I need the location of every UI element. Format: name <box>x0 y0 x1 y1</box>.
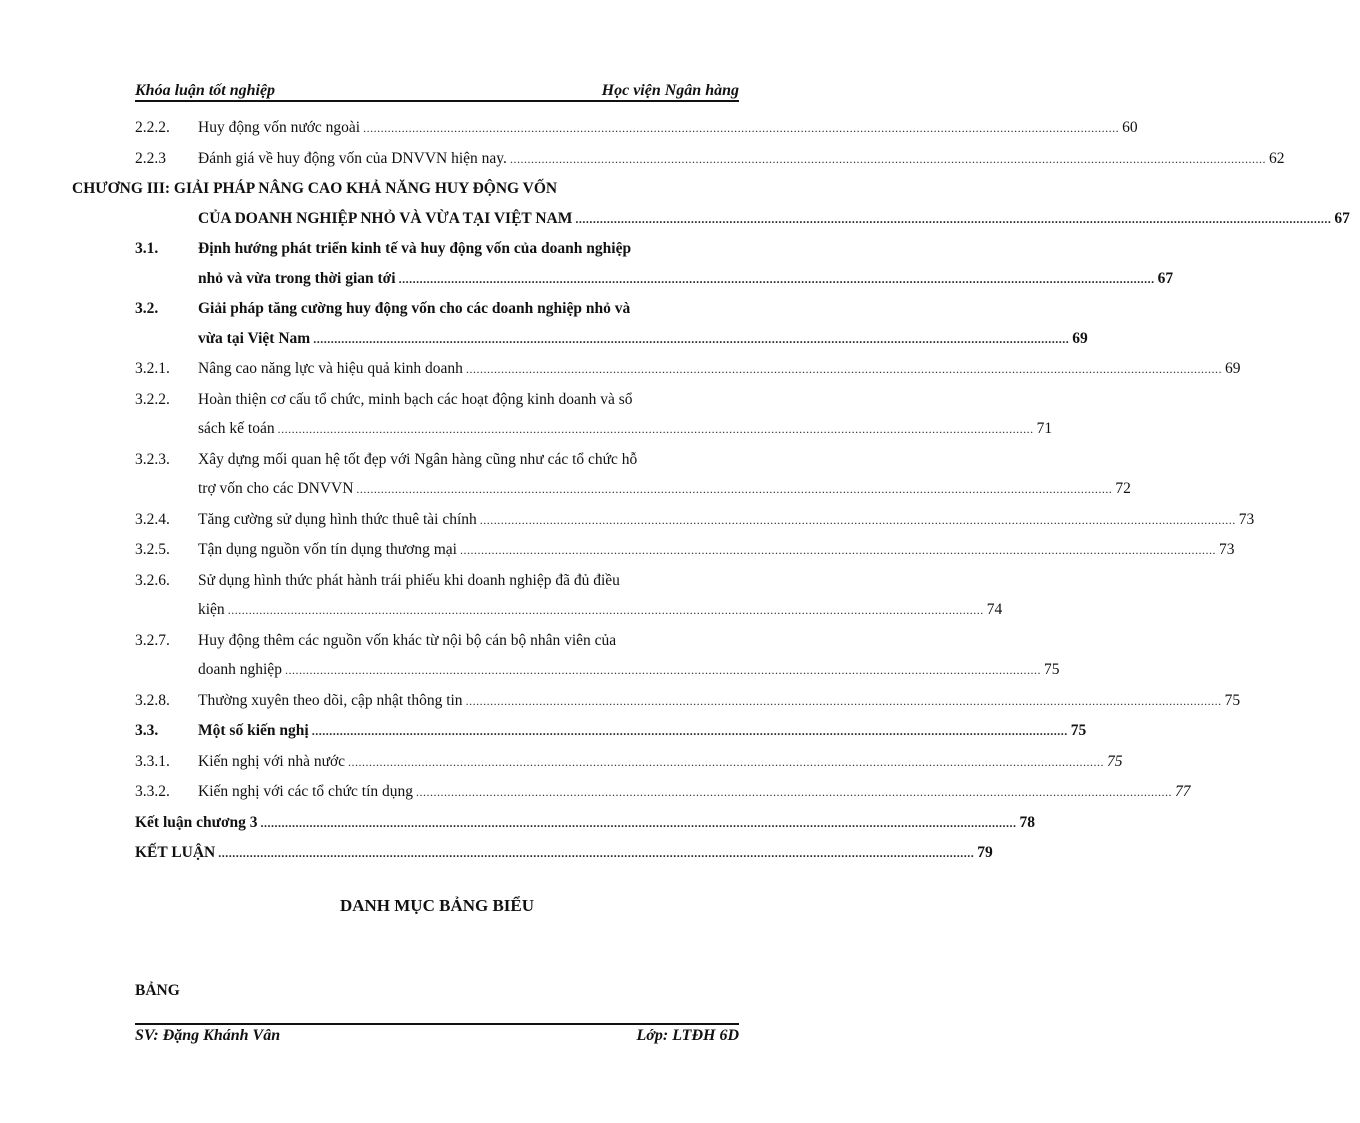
toc-title: Một số kiến nghị <box>198 722 309 739</box>
dot-leader <box>312 717 1068 747</box>
toc-title-last-line <box>198 686 1251 717</box>
footer-right: Lớp: LTĐH 6D <box>636 1027 739 1044</box>
toc-number: 2.2.2. <box>135 119 170 136</box>
toc-title-line: Hoàn thiện cơ cấu tổ chức, minh bạch các hoạt động kinh doanh và sổ <box>198 390 633 408</box>
dot-leader <box>348 748 1104 778</box>
toc-page-number: 79 <box>977 844 993 861</box>
toc-text <box>198 113 1148 144</box>
toc-entry <box>135 144 1285 175</box>
toc-title-last-line <box>198 113 1148 144</box>
toc-page-number: 75 <box>1043 661 1060 678</box>
toc-text <box>198 535 1245 566</box>
toc-text <box>198 505 1265 536</box>
toc-page-number: 67 <box>1334 209 1350 227</box>
toc-title-line: Huy động thêm các nguồn vốn khác từ nội bộ cán bộ nhân viên của <box>198 631 617 649</box>
toc-number: 3.3. <box>135 722 159 739</box>
toc-title: Tận dụng nguồn vốn tín dụng thương mại <box>198 541 457 558</box>
toc-text <box>198 716 1097 747</box>
toc-title-line: Định hướng phát triển kinh tế và huy động vốn của doanh nghiệp <box>198 240 632 257</box>
toc-title-last-line <box>198 777 1201 808</box>
toc-title-last-line <box>198 324 1098 355</box>
toc-title-line: Xây dựng mối quan hệ tốt đẹp với Ngân hàng cũng như các tổ chức hỗ <box>198 450 638 468</box>
toc-entry <box>135 113 1138 144</box>
toc-title: Đánh giá về huy động vốn của DNVVN hiện nay. <box>198 149 507 167</box>
toc-text <box>198 354 1251 385</box>
toc-text <box>72 174 1360 234</box>
footer-rule <box>135 1023 739 1025</box>
toc-title: Nâng cao năng lực và hiệu quả kinh doanh <box>198 360 463 377</box>
toc-title: CỦA DOANH NGHIỆP NHỎ VÀ VỪA TẠI VIỆT NAM <box>198 209 573 227</box>
dot-leader <box>460 536 1216 566</box>
page-header <box>135 74 739 100</box>
dot-leader <box>218 839 974 869</box>
toc-title-last-line <box>198 505 1265 536</box>
toc-page-number: 78 <box>1019 813 1036 831</box>
table-of-contents <box>72 113 1350 869</box>
toc-text <box>135 808 1046 839</box>
toc-title-last-line <box>198 144 1295 175</box>
toc-text <box>198 385 1063 445</box>
toc-entry <box>135 808 1036 839</box>
toc-title: vừa tại Việt Nam <box>198 329 311 347</box>
toc-text <box>198 566 1013 626</box>
dot-leader <box>416 778 1172 808</box>
footer-left: SV: Đặng Khánh Vân <box>135 1027 281 1044</box>
toc-title-line: Sử dụng hình thức phát hành trái phiếu khi doanh nghiệp đã đủ điều <box>198 571 620 589</box>
toc-number: 3.2.4. <box>135 510 170 528</box>
toc-title-last-line <box>198 354 1251 385</box>
toc-page-number: 75 <box>1070 722 1087 739</box>
toc-text <box>198 294 1098 354</box>
toc-page-number: 67 <box>1157 269 1174 287</box>
toc-entry <box>135 234 1174 294</box>
toc-page-number: 72 <box>1115 480 1131 497</box>
toc-entry <box>135 686 1241 717</box>
toc-page-number: 60 <box>1122 119 1138 136</box>
dot-leader <box>466 355 1222 385</box>
dot-leader <box>228 596 984 626</box>
toc-entry <box>135 566 1003 626</box>
toc-page-number: 69 <box>1072 329 1088 347</box>
toc-number: 3.2.2. <box>135 390 170 408</box>
toc-number: 3.2.7. <box>135 631 170 649</box>
toc-title-last-line <box>198 655 1070 686</box>
toc-title-last-line <box>198 535 1245 566</box>
dot-leader <box>480 506 1236 536</box>
toc-entry <box>135 445 1131 505</box>
toc-title: kiện <box>198 601 225 618</box>
toc-text <box>198 626 1070 686</box>
dot-leader <box>278 415 1034 445</box>
toc-title: KẾT LUẬN <box>135 844 216 861</box>
toc-page-number: 73 <box>1238 510 1255 528</box>
dot-leader <box>285 656 1041 686</box>
toc-title: Huy động vốn nước ngoài <box>198 119 361 136</box>
toc-number: 3.2.8. <box>135 691 170 709</box>
toc-title-last-line <box>198 414 1063 445</box>
toc-title: Kiến nghị với nhà nước <box>198 752 346 770</box>
toc-title: Thường xuyên theo dõi, cập nhật thông tin <box>198 691 463 709</box>
toc-text <box>198 144 1295 175</box>
toc-number: 3.2.1. <box>135 360 170 377</box>
toc-page-number: 62 <box>1268 149 1285 167</box>
section-title: DANH MỤC BẢNG BIỂU <box>339 896 535 915</box>
toc-title-line: CHƯƠNG III: GIẢI PHÁP NÂNG CAO KHẢ NĂNG HUY ĐỘNG VỐN <box>72 180 558 197</box>
toc-number: 3.2. <box>135 300 159 317</box>
toc-title-last-line <box>198 474 1141 505</box>
toc-title: Tăng cường sử dụng hình thức thuê tài chính <box>198 510 477 528</box>
toc-text <box>198 445 1141 505</box>
dot-leader <box>575 205 1331 235</box>
toc-title: Kết luận chương 3 <box>135 813 258 831</box>
toc-page-number: 73 <box>1218 541 1235 558</box>
header-left: Khóa luận tốt nghiệp <box>135 82 276 99</box>
toc-entry <box>135 747 1123 778</box>
toc-entry <box>135 626 1060 686</box>
toc-title-last-line <box>135 838 1003 869</box>
toc-entry <box>135 505 1255 536</box>
toc-title-last-line <box>198 204 1360 235</box>
toc-text <box>198 777 1201 808</box>
toc-page-number: 74 <box>986 601 1003 618</box>
toc-number: 2.2.3 <box>135 149 166 167</box>
toc-entry <box>135 716 1087 747</box>
toc-title: doanh nghiệp <box>198 661 282 678</box>
toc-text <box>198 234 1184 294</box>
toc-title: trợ vốn cho các DNVVN <box>198 480 354 497</box>
toc-title-last-line <box>135 808 1046 839</box>
header-right: Học viện Ngân hàng <box>601 82 739 99</box>
toc-page-number: 75 <box>1107 752 1123 770</box>
toc-entry <box>72 174 1350 234</box>
toc-number: 3.3.1. <box>135 752 170 770</box>
dot-leader <box>261 809 1017 839</box>
toc-entry <box>135 385 1053 445</box>
toc-title: nhỏ và vừa trong thời gian tới <box>198 269 396 287</box>
dot-leader <box>313 325 1069 355</box>
toc-page-number: 77 <box>1175 783 1191 800</box>
toc-page-number: 71 <box>1036 420 1053 437</box>
toc-page-number: 69 <box>1224 360 1241 377</box>
toc-text <box>135 838 1003 869</box>
toc-title: sách kế toán <box>198 420 275 437</box>
toc-title-last-line <box>198 595 1013 626</box>
toc-entry <box>135 294 1088 354</box>
toc-entry <box>135 838 993 869</box>
table-label: BẢNG <box>135 982 180 999</box>
dot-leader <box>356 475 1112 505</box>
toc-title-line: Giải pháp tăng cường huy động vốn cho các doanh nghiệp nhỏ và <box>198 300 631 317</box>
toc-title-last-line <box>198 747 1133 778</box>
toc-title: Kiến nghị với các tổ chức tín dụng <box>198 783 414 800</box>
dot-leader <box>510 145 1266 175</box>
page-footer <box>135 1027 739 1045</box>
toc-title-last-line <box>198 716 1097 747</box>
toc-title-last-line <box>198 264 1184 295</box>
toc-entry <box>135 777 1191 808</box>
dot-leader <box>466 687 1222 717</box>
toc-number: 3.1. <box>135 240 159 257</box>
toc-number: 3.3.2. <box>135 783 170 800</box>
toc-number: 3.2.6. <box>135 571 170 589</box>
dot-leader <box>363 114 1119 144</box>
toc-text <box>198 686 1251 717</box>
toc-number: 3.2.3. <box>135 450 170 468</box>
toc-entry <box>135 354 1241 385</box>
toc-text <box>198 747 1133 778</box>
toc-entry <box>135 535 1235 566</box>
toc-number: 3.2.5. <box>135 541 170 558</box>
toc-page-number: 75 <box>1224 691 1241 709</box>
dot-leader <box>399 265 1155 295</box>
header-rule <box>135 100 739 102</box>
